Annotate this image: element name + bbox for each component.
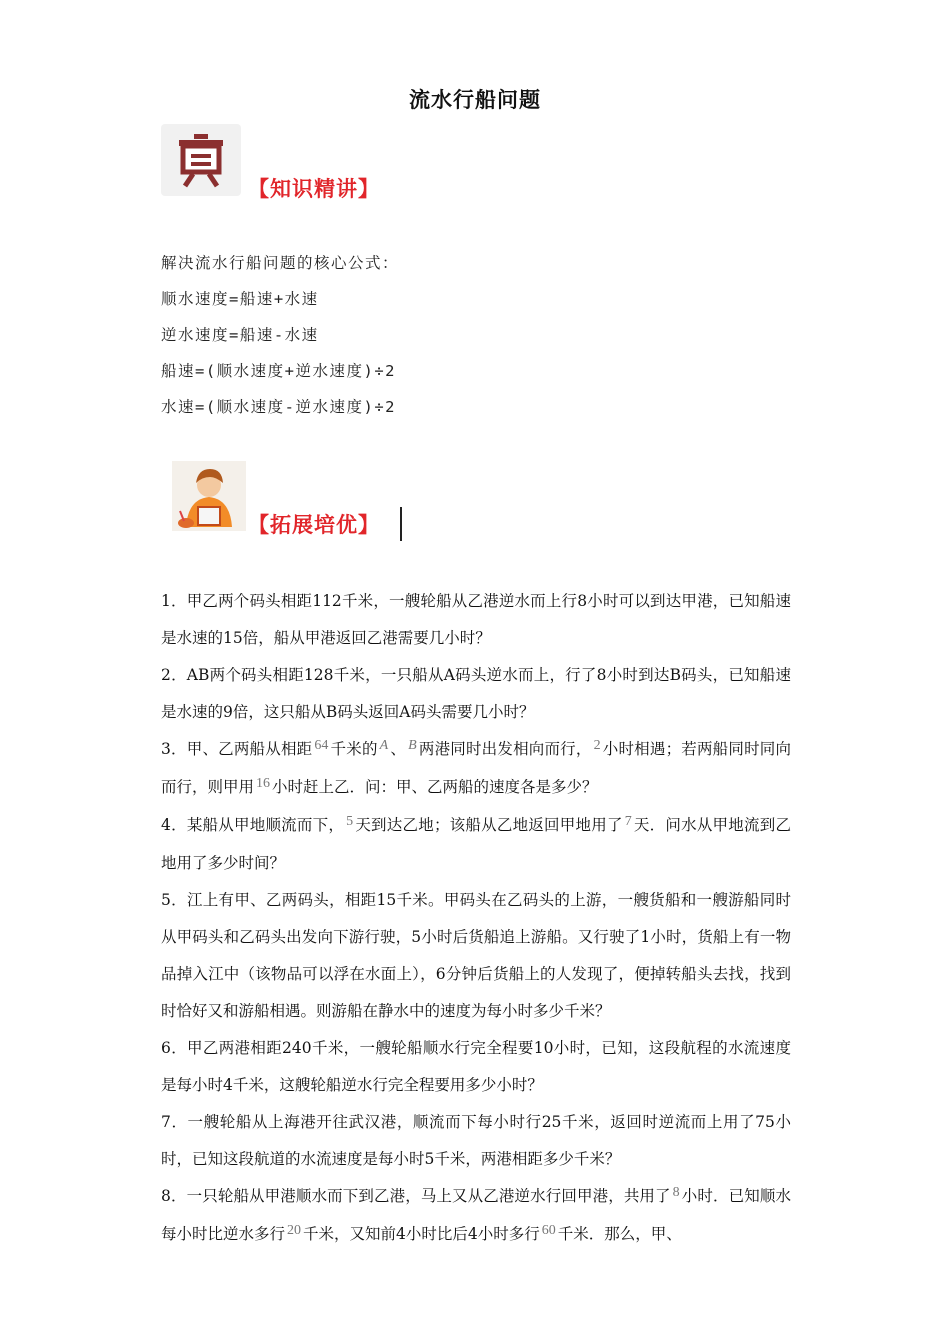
math-value: 2 xyxy=(593,738,601,753)
formula-intro: 解决流水行船问题的核心公式： xyxy=(161,254,400,272)
problem-text: 8．一只轮船从甲港顺水而下到乙港，马上又从乙港逆水行回甲港，共用了 xyxy=(161,1187,671,1205)
problem-text: 两港同时出发相向而行， xyxy=(418,740,592,758)
math-value: A xyxy=(379,738,389,753)
math-value: 64 xyxy=(314,738,329,753)
problem-text: 千米．那么，甲、 xyxy=(557,1225,682,1243)
formula-list xyxy=(161,245,801,425)
formula-downstream: 顺水速度=船速+水速 xyxy=(161,290,319,308)
problem-text: 天．问水从甲地流到乙地用了多少时间？ xyxy=(161,816,791,872)
problem-text: 小时赶上乙．问：甲、乙两船的速度各是多少？ xyxy=(272,778,598,796)
math-value: 20 xyxy=(287,1223,302,1238)
problem-6: 6．甲乙两港相距240千米，一艘轮船顺水行完全程要10小时，已知，这段航程的水流速度是每小时4千米，这艘轮船逆水行完全程要用多少小时？ xyxy=(161,1039,791,1094)
math-value: 7 xyxy=(624,814,632,829)
problem-7: 7．一艘轮船从上海港开往武汉港，顺流而下每小时行25千米，返回时逆流而上用了75小时，已知这段航道的水流速度是每小时5千米，两港相距多少千米？ xyxy=(161,1113,791,1168)
formula-upstream: 逆水速度=船速-水速 xyxy=(161,326,319,344)
problem-4 xyxy=(161,807,791,882)
math-value: 5 xyxy=(346,814,354,829)
math-value: 8 xyxy=(672,1185,680,1200)
problem-text: 千米，又知前4小时比后4小时多行 xyxy=(303,1225,540,1243)
page-title: 流水行船问题 xyxy=(409,88,541,112)
problem-2: 2．AB两个码头相距128千米，一只船从A码头逆水而上，行了8小时到达B码头，已知船速是水速的9倍，这只船从B码头返回A码头需要几小时？ xyxy=(161,666,791,721)
extend-section-icon xyxy=(172,461,246,531)
problem-text: 、 xyxy=(390,740,407,758)
knowledge-section-icon xyxy=(161,124,241,196)
formula-water-speed: 水速=(顺水速度-逆水速度)÷2 xyxy=(161,398,396,416)
extend-section-label: 【拓展培优】 xyxy=(248,512,380,537)
problem-3 xyxy=(161,731,791,807)
problem-5: 5．江上有甲、乙两码头，相距15千米。甲码头在乙码头的上游，一艘货船和一艘游船同时从甲码头和乙码头出发向下游行驶，5小时后货船追上游船。又行驶了1小时，货船上有一物品掉入江中（该物品可以浮在水面上），6分钟后货船上的人发现了，便掉转船头去找，找到时恰好又和游船相遇。则游船在静水中的速度为每小时多少千米？ xyxy=(161,891,791,1020)
problem-8 xyxy=(161,1178,791,1254)
problem-text: 小时相遇；若两船同时同向而行，则甲用 xyxy=(161,740,791,796)
math-value: B xyxy=(408,738,417,753)
knowledge-section-label: 【知识精讲】 xyxy=(248,176,380,201)
problem-text: 天到达乙地；该船从乙地返回甲地用了 xyxy=(355,816,623,834)
formula-boat-speed: 船速=(顺水速度+逆水速度)÷2 xyxy=(161,362,396,380)
math-value: 16 xyxy=(256,776,271,791)
problem-text: 3．甲、乙两船从相距 xyxy=(161,740,313,758)
problem-list xyxy=(161,583,791,1254)
problem-text: 4．某船从甲地顺流而下， xyxy=(161,816,345,834)
problem-text: 小时．已知顺水每小时比逆水多行 xyxy=(161,1187,791,1243)
math-value: 60 xyxy=(541,1223,556,1238)
text-cursor xyxy=(400,507,402,541)
problem-1: 1．甲乙两个码头相距112千米，一艘轮船从乙港逆水而上行8小时可以到达甲港，已知船速是水速的15倍，船从甲港返回乙港需要几小时？ xyxy=(161,592,791,647)
problem-text: 千米的 xyxy=(330,740,378,758)
